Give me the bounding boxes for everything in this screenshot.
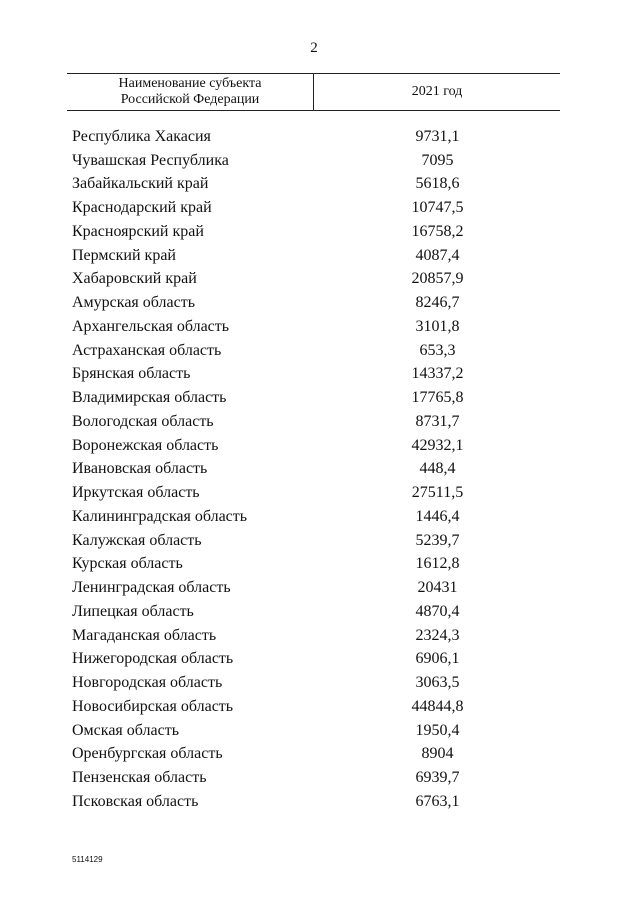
table-row bbox=[0, 743, 640, 767]
table-row bbox=[0, 624, 640, 648]
region-name: Псковская область bbox=[72, 792, 199, 810]
region-name: Калининградская область bbox=[72, 507, 248, 525]
value-2021: 653,3 bbox=[419, 341, 456, 359]
table-row bbox=[0, 173, 640, 197]
region-name: Брянская область bbox=[72, 365, 191, 383]
table-row bbox=[0, 600, 640, 624]
table-row bbox=[0, 553, 640, 577]
region-name: Ивановская область bbox=[72, 460, 208, 478]
table-row bbox=[0, 766, 640, 790]
value-2021: 4870,4 bbox=[415, 602, 460, 620]
region-name: Хабаровский край bbox=[72, 270, 197, 288]
region-name: Забайкальский край bbox=[72, 175, 209, 193]
value-2021: 14337,2 bbox=[411, 365, 464, 383]
table-row bbox=[0, 434, 640, 458]
value-2021: 10747,5 bbox=[411, 199, 464, 217]
value-2021: 8904 bbox=[421, 745, 454, 763]
region-name: Ленинградская область bbox=[72, 579, 231, 597]
value-2021: 5239,7 bbox=[415, 531, 460, 549]
table-row bbox=[0, 481, 640, 505]
region-name: Пермский край bbox=[72, 246, 176, 264]
region-name: Красноярский край bbox=[72, 222, 204, 240]
value-2021: 42932,1 bbox=[411, 436, 464, 454]
value-2021: 1612,8 bbox=[415, 555, 460, 573]
region-name: Амурская область bbox=[72, 294, 195, 312]
value-2021: 6763,1 bbox=[415, 792, 460, 810]
value-2021: 20857,9 bbox=[411, 270, 464, 288]
value-2021: 17765,8 bbox=[411, 389, 464, 407]
table-row bbox=[0, 315, 640, 339]
value-2021: 2324,3 bbox=[415, 626, 460, 644]
value-2021: 7095 bbox=[421, 151, 454, 169]
value-2021: 8246,7 bbox=[415, 294, 460, 312]
region-name: Республика Хакасия bbox=[72, 127, 211, 145]
table-row bbox=[0, 220, 640, 244]
table-header bbox=[67, 73, 560, 111]
region-name: Омская область bbox=[72, 721, 179, 739]
value-2021: 448,4 bbox=[419, 460, 456, 478]
value-2021: 1446,4 bbox=[415, 507, 460, 525]
table-row bbox=[0, 648, 640, 672]
value-2021: 5618,6 bbox=[415, 175, 460, 193]
region-name: Чувашская Республика bbox=[72, 151, 229, 169]
table-row bbox=[0, 671, 640, 695]
value-2021: 20431 bbox=[417, 579, 458, 597]
document-code: 5114129 bbox=[72, 855, 103, 864]
table-row bbox=[0, 244, 640, 268]
region-name: Иркутская область bbox=[72, 484, 200, 502]
value-2021: 9731,1 bbox=[415, 127, 460, 145]
table-row bbox=[0, 196, 640, 220]
value-2021: 4087,4 bbox=[415, 246, 460, 264]
table-row bbox=[0, 268, 640, 292]
region-name: Пензенская область bbox=[72, 769, 207, 787]
region-name: Краснодарский край bbox=[72, 199, 212, 217]
value-2021: 1950,4 bbox=[415, 721, 460, 739]
table-row bbox=[0, 790, 640, 814]
table-row bbox=[0, 386, 640, 410]
region-name: Калужская область bbox=[72, 531, 202, 549]
region-name: Магаданская область bbox=[72, 626, 217, 644]
region-name: Курская область bbox=[72, 555, 183, 573]
value-2021: 3063,5 bbox=[415, 674, 460, 692]
region-name: Воронежская область bbox=[72, 436, 219, 454]
table-row bbox=[0, 719, 640, 743]
value-2021: 6906,1 bbox=[415, 650, 460, 668]
region-name: Оренбургская область bbox=[72, 745, 223, 763]
region-name: Вологодская область bbox=[72, 412, 214, 430]
table-row bbox=[0, 149, 640, 173]
region-name: Нижегородская область bbox=[72, 650, 234, 668]
table-row bbox=[0, 410, 640, 434]
value-2021: 8731,7 bbox=[415, 412, 460, 430]
value-2021: 3101,8 bbox=[415, 317, 460, 335]
column-header-region-line1: Наименование субъекта bbox=[118, 76, 262, 91]
table-row bbox=[0, 363, 640, 387]
region-name: Липецкая область bbox=[72, 602, 194, 620]
table-row bbox=[0, 695, 640, 719]
table-row bbox=[0, 529, 640, 553]
region-name: Архангельская область bbox=[72, 317, 230, 335]
table-row bbox=[0, 458, 640, 482]
region-name: Астраханская область bbox=[72, 341, 222, 359]
table-row bbox=[0, 339, 640, 363]
table-body bbox=[0, 125, 640, 814]
table-row bbox=[0, 505, 640, 529]
column-header-region bbox=[67, 74, 314, 110]
region-name: Владимирская область bbox=[72, 389, 227, 407]
value-2021: 6939,7 bbox=[415, 769, 460, 787]
page-number: 2 bbox=[310, 40, 318, 56]
table-row bbox=[0, 291, 640, 315]
value-2021: 16758,2 bbox=[411, 222, 464, 240]
value-2021: 44844,8 bbox=[411, 697, 464, 715]
column-header-region-line2: Российской Федерации bbox=[120, 92, 260, 107]
region-name: Новосибирская область bbox=[72, 697, 234, 715]
table-row bbox=[0, 576, 640, 600]
value-2021: 27511,5 bbox=[411, 484, 464, 502]
column-header-year: 2021 год bbox=[411, 84, 463, 99]
table-row bbox=[0, 125, 640, 149]
region-name: Новгородская область bbox=[72, 674, 223, 692]
